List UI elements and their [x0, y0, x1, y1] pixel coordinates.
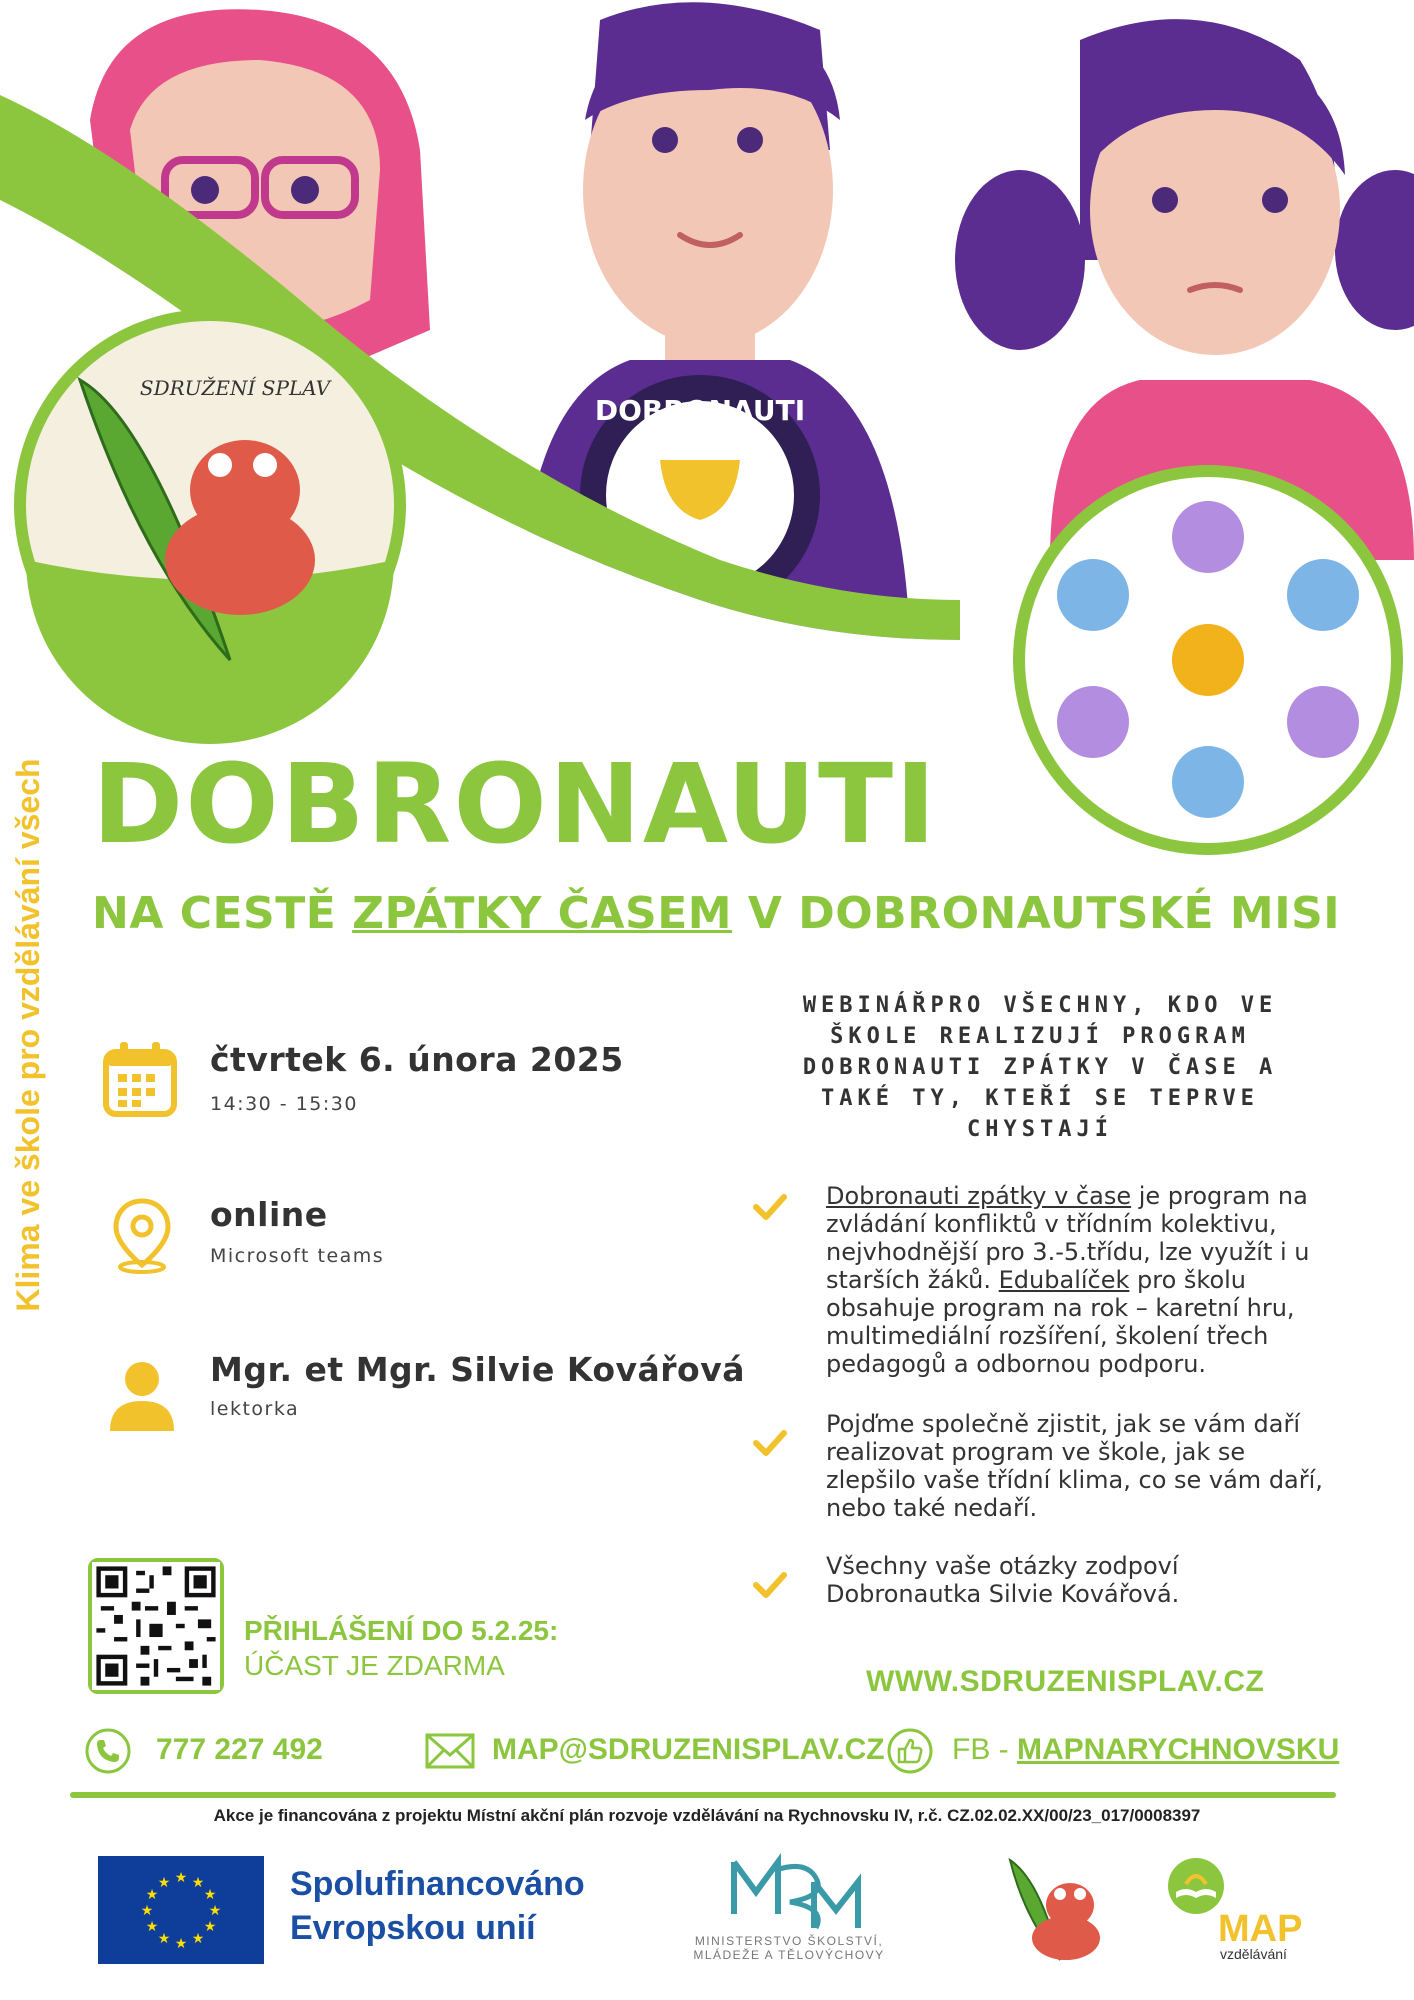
event-time: 14:30 - 15:30: [210, 1093, 358, 1115]
svg-text:★: ★: [203, 1887, 217, 1903]
eu-cofunded-text: [290, 1862, 585, 1950]
map-logo-subtext: vzdělávání: [1220, 1946, 1287, 1962]
bullet-program: [826, 1182, 1336, 1378]
msmt-line-1: MINISTERSTVO ŠKOLSTVÍ,: [694, 1934, 884, 1948]
svg-text:★: ★: [203, 1919, 217, 1935]
badge-text: DOBRONAUTI: [594, 394, 806, 427]
email-address[interactable]: [492, 1733, 885, 1767]
svg-text:★: ★: [191, 1875, 205, 1891]
msmt-text: [664, 1934, 914, 1962]
phone-number[interactable]: [156, 1733, 323, 1767]
webinar-heading: WEBINÁŘPRO VŠECHNY, KDO VE ŠKOLE REALIZUJÍ PROGRAM DOBRONAUTI ZPÁTKY V ČASE A TAKÉ TY, KTEŘÍ SE TEPRVE CHYSTAJÍ: [802, 993, 1278, 1142]
map-book-icon: [1166, 1856, 1226, 1916]
map-logo-text: MAP: [1218, 1908, 1303, 1950]
qr-code[interactable]: [88, 1558, 224, 1694]
svg-text:★: ★: [208, 1903, 222, 1919]
lecturer-role: lektorka: [210, 1398, 300, 1420]
svg-text:★: ★: [191, 1931, 205, 1947]
bullet-program-text: je program na zvládání konfliktů v třídním kolektivu, nejvhodnější pro 3.-5.třídu, lze využít i u starších žáků.: [826, 1182, 1310, 1294]
funding-note: Akce je financována z projektu Místní akční plán rozvoje vzdělávání na Rychnovsku IV, r.č. CZ.02.02.XX/00/23_017/0008397: [213, 1806, 1201, 1825]
svg-text:★: ★: [140, 1903, 154, 1919]
qr-code-icon: [92, 1562, 220, 1690]
svg-text:★: ★: [157, 1931, 171, 1947]
svg-text:★: ★: [174, 1936, 188, 1952]
website-link[interactable]: WWW.SDRUZENISPLAV.CZ: [866, 1665, 1265, 1698]
svg-text:★: ★: [157, 1875, 171, 1891]
thumbs-up-icon: [886, 1727, 934, 1775]
edubalicek-link[interactable]: Edubalíček: [998, 1266, 1130, 1294]
svg-text:★: ★: [145, 1919, 159, 1935]
bullet-together: Pojďme společně zjistit, jak se vám daří realizovat program ve škole, jak se zlepšilo vaše třídní klima, co se vám daří, nebo také nedaří.: [826, 1410, 1323, 1522]
bullet-program-text-2: pro školu obsahuje program na rok – karetní hru, multimediální rozšíření, školení třech pedagogů a odbornou podporu.: [826, 1266, 1295, 1378]
splav-small-logo: [1000, 1850, 1112, 1970]
eu-flag-logo: [98, 1856, 264, 1964]
email-address-text: MAP@SDRUZENISPLAV.CZ: [492, 1733, 885, 1766]
calendar-icon: [100, 1040, 180, 1120]
facebook-link[interactable]: MAPNARYCHNOVSKU: [1017, 1733, 1340, 1766]
eu-line-2: Evropskou unií: [290, 1909, 536, 1947]
splav-logo-circle: [14, 309, 406, 744]
facebook-prefix: FB -: [952, 1733, 1017, 1766]
page-title: DOBRONAUTI: [92, 740, 938, 868]
logo-brand-text: SDRUŽENÍ SPLAV: [139, 376, 331, 400]
envelope-icon: [424, 1727, 476, 1775]
svg-text:★: ★: [174, 1870, 188, 1886]
bullet-questions: Všechny vaše otázky zodpoví Dobronautka Silvie Kovářová.: [826, 1552, 1180, 1608]
event-place: online: [210, 1195, 328, 1234]
page-subtitle: [92, 888, 1340, 939]
side-slogan: Klima ve škole pro vzdělávání všech: [10, 758, 46, 1312]
checkmark-icon: [752, 1428, 788, 1458]
phone-number-text: 777 227 492: [156, 1733, 323, 1766]
registration-deadline: PŘIHLÁŠENÍ DO 5.2.25:: [244, 1615, 559, 1646]
checkmark-icon: [752, 1570, 788, 1600]
divider: [70, 1792, 1336, 1798]
checkmark-icon: [752, 1192, 788, 1222]
subtitle-after: V DOBRONAUTSKÉ MISI: [732, 888, 1341, 939]
msmt-line-2: MLÁDEŽE A TĚLOVÝCHOVY: [693, 1948, 885, 1962]
registration-free: ÚČAST JE ZDARMA: [244, 1650, 505, 1681]
eu-stars-icon: [98, 1856, 264, 1964]
subtitle-before: NA CESTĚ: [92, 888, 353, 939]
lecturer-name: Mgr. et Mgr. Silvie Kovářová: [210, 1350, 746, 1389]
person-icon: [102, 1355, 182, 1435]
dots-circle: [1013, 465, 1403, 855]
event-date: čtvrtek 6. února 2025: [210, 1040, 624, 1079]
eu-line-1: Spolufinancováno: [290, 1865, 585, 1903]
subtitle-underlined: ZPÁTKY ČASEM: [352, 888, 733, 939]
facebook-contact: [952, 1733, 1339, 1767]
location-pin-icon: [102, 1195, 182, 1275]
phone-icon: [84, 1727, 132, 1775]
program-link[interactable]: Dobronauti zpátky v čase: [826, 1182, 1132, 1210]
svg-text:★: ★: [145, 1887, 159, 1903]
event-platform: Microsoft teams: [210, 1245, 385, 1267]
